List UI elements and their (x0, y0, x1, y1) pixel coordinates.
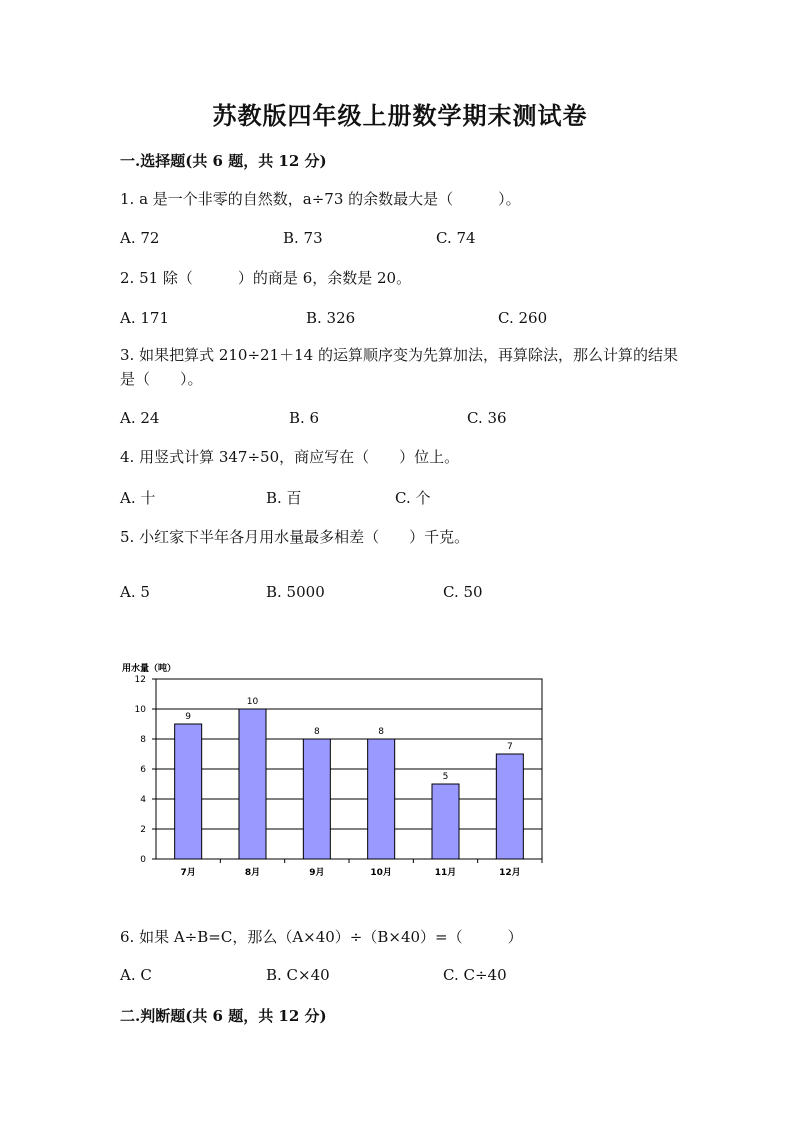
chart-grid (156, 679, 542, 859)
question-2: 2. 51 除（ ）的商是 6，余数是 20。 (120, 269, 412, 287)
page-title: 苏教版四年级上册数学期末测试卷 (212, 101, 588, 130)
y-tick-label: 8 (140, 735, 146, 745)
y-tick-label: 10 (134, 705, 146, 715)
water-usage-bar-chart (118, 655, 558, 885)
q1-option-c: C. 74 (436, 229, 476, 247)
bar-12月 (496, 754, 523, 859)
q4-option-b: B. 百 (266, 489, 302, 507)
q1-option-b: B. 73 (283, 229, 323, 247)
y-tick-label: 0 (140, 855, 146, 865)
bar-value-label: 8 (313, 727, 320, 737)
q3-option-a: A. 24 (120, 409, 160, 427)
bar-value-label: 10 (246, 697, 259, 707)
x-tick-label: 10月 (370, 868, 392, 878)
q4-option-a: A. 十 (120, 489, 156, 507)
section-heading-choice: 一.选择题(共 6 题，共 12 分) (120, 152, 327, 170)
question-1: 1. a 是一个非零的自然数，a÷73 的余数最大是（ ）。 (120, 190, 521, 208)
q5-option-a: A. 5 (120, 583, 150, 601)
q6-option-c: C. C÷40 (443, 966, 507, 984)
y-tick-label: 2 (140, 825, 146, 835)
bar-value-label: 9 (185, 712, 192, 722)
question-6: 6. 如果 A÷B=C，那么（A×40）÷（B×40）=（ ） (120, 928, 523, 946)
question-5: 5. 小红家下半年各月用水量最多相差（ ）千克。 (120, 528, 470, 546)
bar-8月 (239, 709, 266, 859)
x-tick-label: 11月 (434, 868, 457, 878)
x-tick-label: 8月 (244, 868, 261, 878)
q2-option-c: C. 260 (498, 309, 548, 327)
bar-value-label: 5 (442, 772, 449, 782)
x-tick-label: 9月 (309, 868, 325, 878)
x-tick-label: 12月 (499, 868, 521, 878)
bar-10月 (368, 739, 395, 859)
q3-option-b: B. 6 (289, 409, 320, 427)
bar-value-label: 8 (378, 727, 385, 737)
q3-option-c: C. 36 (467, 409, 507, 427)
y-tick-label: 4 (140, 795, 146, 805)
y-tick-label: 6 (140, 765, 146, 775)
q2-option-a: A. 171 (120, 309, 169, 327)
q4-option-c: C. 个 (395, 489, 431, 507)
q2-option-b: B. 326 (306, 309, 356, 327)
q5-option-b: B. 5000 (266, 583, 325, 601)
section-heading-judgement: 二.判断题(共 6 题，共 12 分) (120, 1007, 327, 1025)
q6-option-b: B. C×40 (266, 966, 330, 984)
bar-9月 (303, 739, 330, 859)
chart-y-axis-label: 用水量（吨） (122, 664, 177, 674)
question-4: 4. 用竖式计算 347÷50，商应写在（ ）位上。 (120, 448, 460, 466)
x-tick-label: 7月 (180, 868, 196, 878)
q6-option-a: A. C (120, 966, 152, 984)
bar-7月 (175, 724, 202, 859)
question-3: 3. 如果把算式 210÷21＋14 的运算顺序变为先算加法，再算除法，那么计算的结果是（ ）。 (120, 346, 678, 388)
bar-value-label: 7 (506, 742, 513, 752)
q5-option-c: C. 50 (443, 583, 483, 601)
bar-11月 (432, 784, 459, 859)
y-tick-label: 12 (134, 675, 146, 685)
q1-option-a: A. 72 (120, 229, 160, 247)
